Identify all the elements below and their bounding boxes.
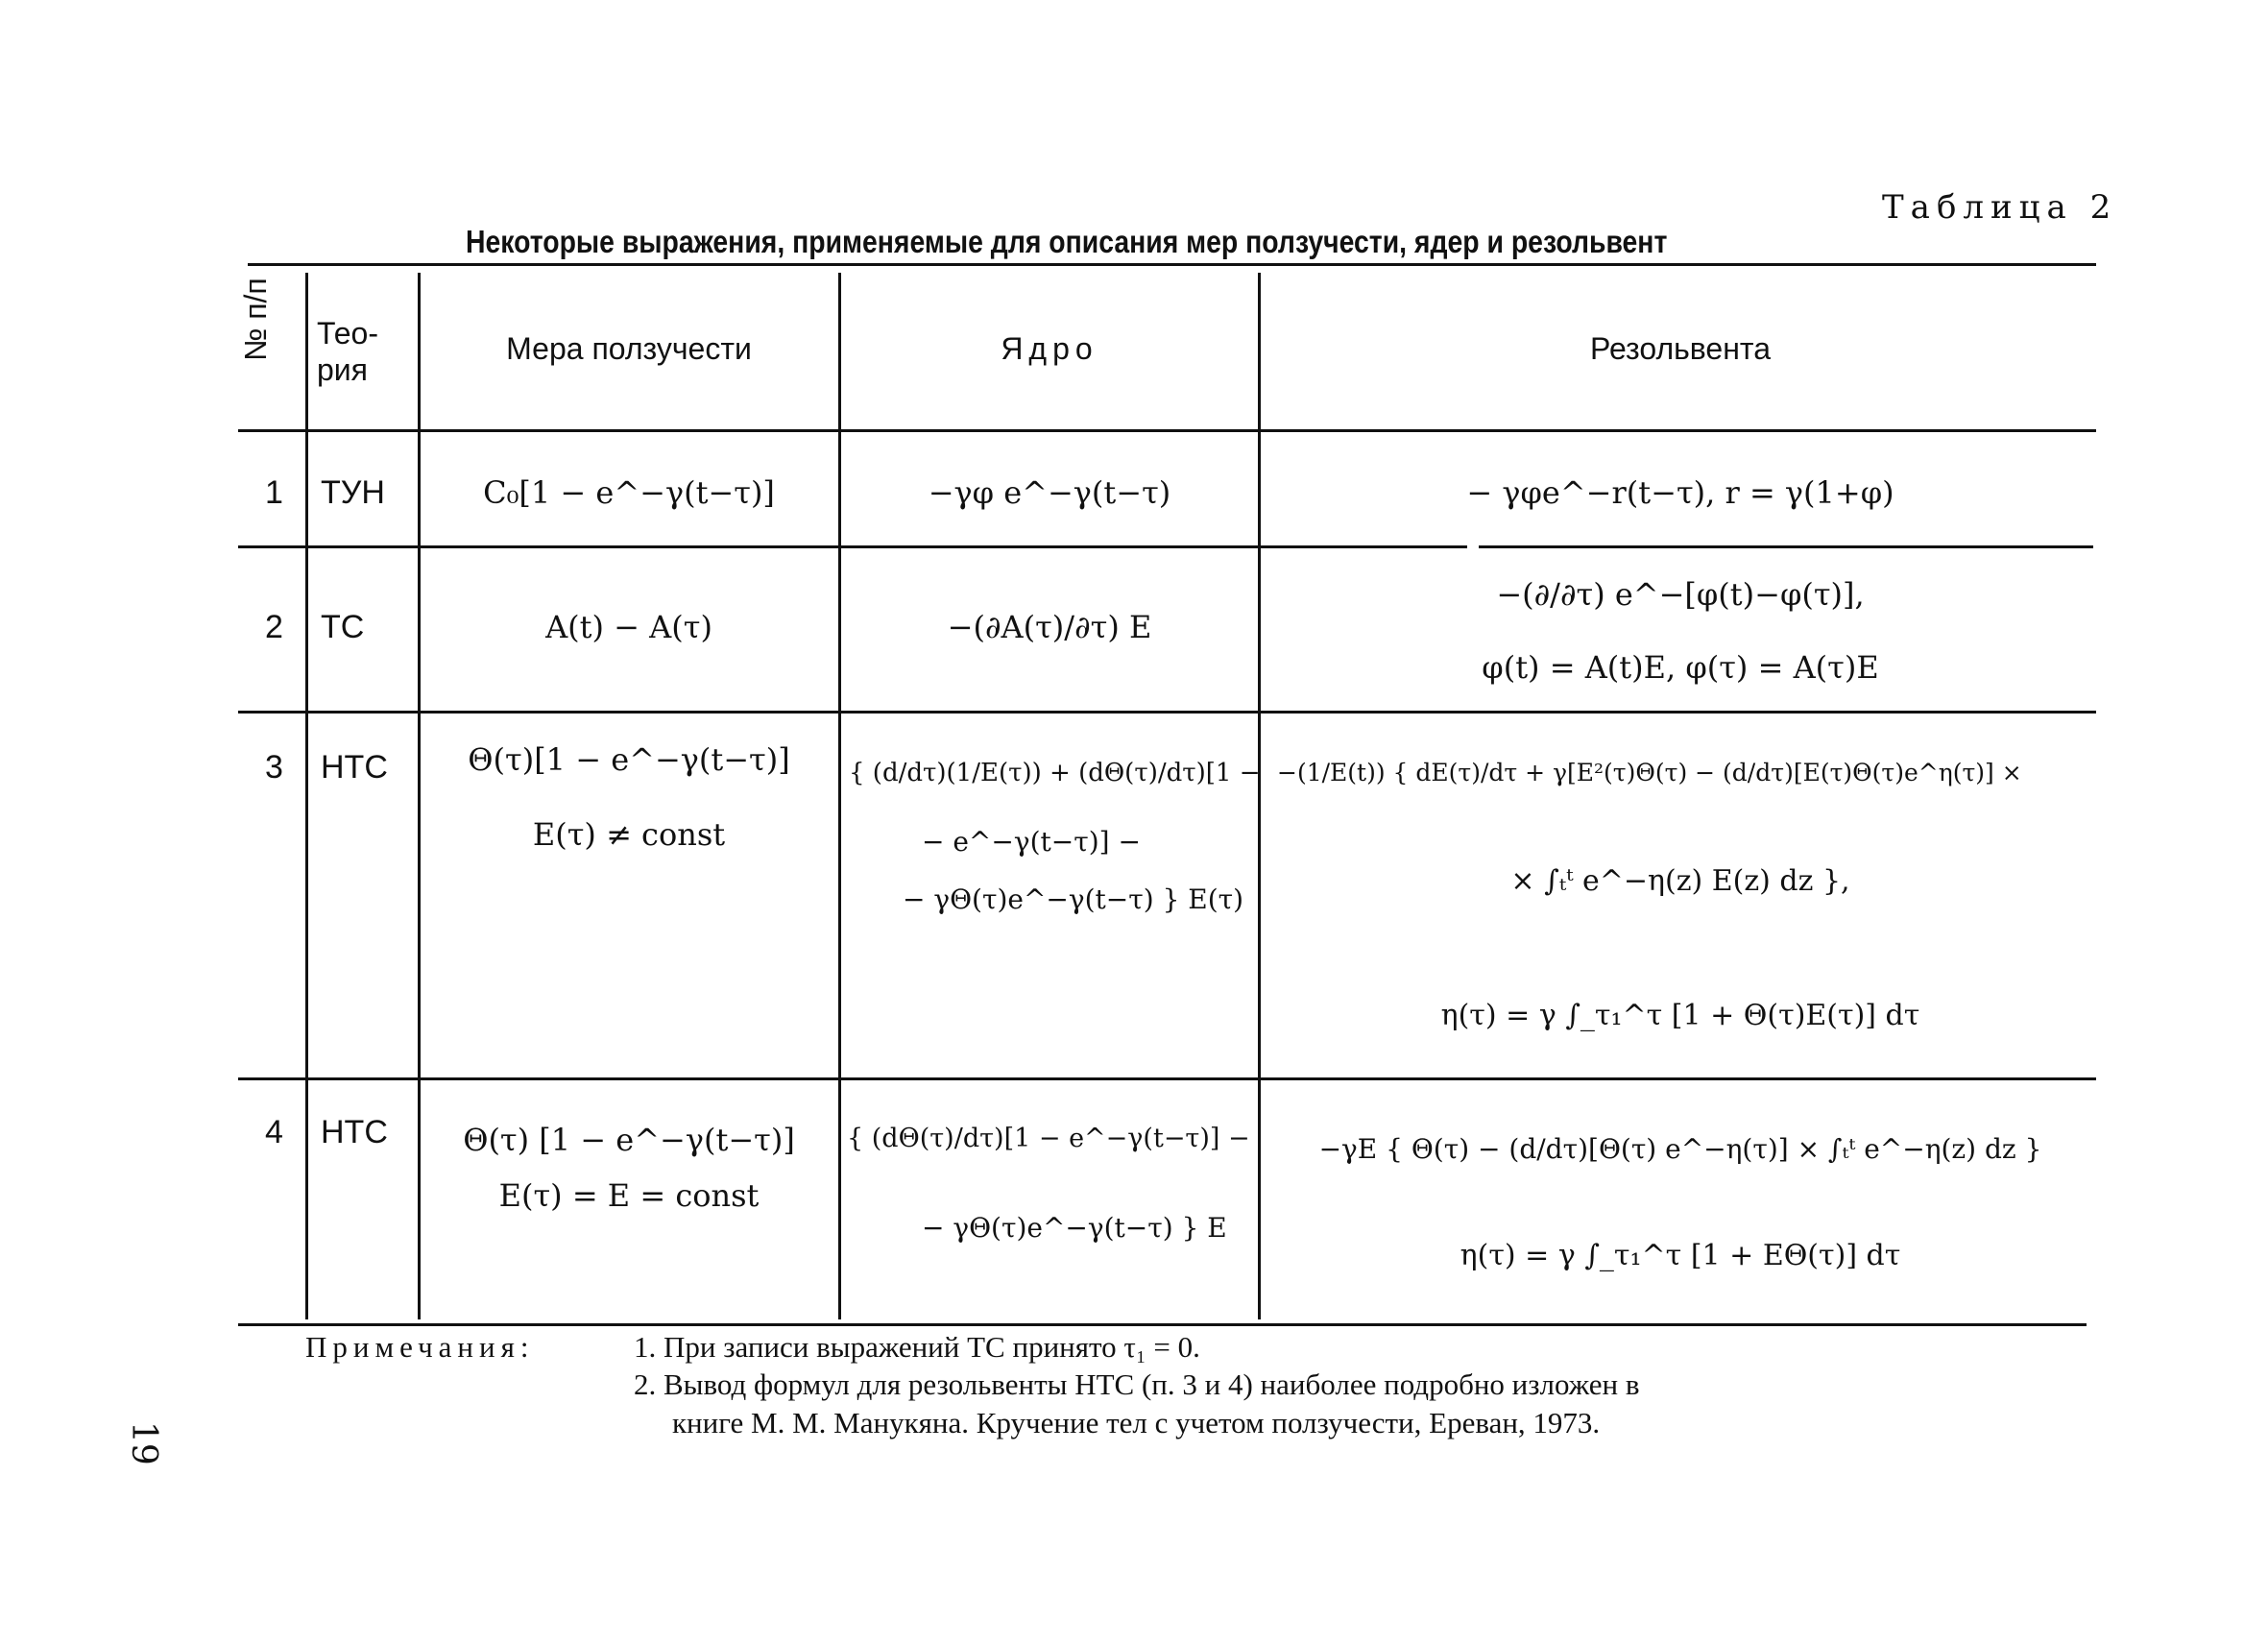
- row-rule-3: [238, 1077, 2096, 1080]
- row-2-measure: A(t) − A(τ): [545, 609, 712, 645]
- header-kernel: Ядро: [1001, 331, 1098, 366]
- note-2: 2. Вывод формул для резольвенты НТС (п. 3 и 4) наиболее подробно изложен в: [634, 1367, 1640, 1401]
- row-3-kernel-line-1: { (d/dτ)(1/E(τ)) + (dΘ(τ)/dτ)[1 −: [849, 759, 1261, 787]
- row-3-resolvent-line-3: η(τ) = γ ∫_τ₁^τ [1 + Θ(τ)E(τ)] dτ: [1440, 999, 1920, 1032]
- row-3-measure-line-2: E(τ) ≠ const: [532, 816, 726, 853]
- row-3-theory: НТС: [321, 749, 388, 786]
- row-3-kernel-line-2: − e^−γ(t−τ)] −: [922, 826, 1141, 858]
- row-2-num: 2: [265, 609, 283, 645]
- row-rule-2: [238, 711, 2096, 714]
- row-2-resolvent-line-1: −(∂/∂τ) e^−[φ(t)−φ(τ)],: [1496, 576, 1865, 613]
- row-1-theory: ТУН: [321, 474, 385, 511]
- header-measure: Мера ползучести: [506, 331, 752, 366]
- row-3-resolvent-line-2: × ∫ₜᵗ e^−η(z) E(z) dz },: [1510, 864, 1850, 898]
- row-rule-1: [238, 545, 1467, 548]
- row-rule-1b: [1479, 545, 2093, 548]
- row-1-kernel: −γφ e^−γ(t−τ): [928, 474, 1171, 511]
- page-number: 19: [124, 1421, 163, 1465]
- row-4-resolvent-line-2: η(τ) = γ ∫_τ₁^τ [1 + EΘ(τ)] dτ: [1460, 1239, 1901, 1272]
- row-2-resolvent-line-2: φ(t) = A(t)E, φ(τ) = A(τ)E: [1482, 649, 1879, 686]
- notes-label: Примечания:: [305, 1330, 535, 1364]
- col-rule-3: [838, 273, 841, 1319]
- row-4-measure-line-2: E(τ) = E = const: [498, 1177, 760, 1214]
- row-1-measure: C₀[1 − e^−γ(t−τ)]: [483, 474, 775, 511]
- row-4-kernel-line-1: { (dΘ(τ)/dτ)[1 − e^−γ(t−τ)] −: [847, 1124, 1250, 1153]
- row-4-resolvent-line-1: −γE { Θ(τ) − (d/dτ)[Θ(τ) e^−η(τ)] × ∫ₜᵗ e^−η(z) dz }: [1318, 1133, 2042, 1165]
- row-4-theory: НТС: [321, 1114, 388, 1150]
- col-rule-4: [1258, 273, 1261, 1319]
- row-3-num: 3: [265, 749, 283, 786]
- col-rule-1: [305, 273, 308, 1319]
- note-1: 1. При записи выражений ТС принято τ₁ = 0.: [634, 1330, 1200, 1364]
- header-resolvent: Резольвента: [1590, 331, 1771, 366]
- table-label: Таблица 2: [1882, 188, 2118, 227]
- top-rule: [248, 263, 2096, 266]
- row-1-num: 1: [265, 474, 283, 511]
- header-num: № п/п: [238, 278, 273, 361]
- row-1-resolvent: − γφe^−r(t−τ), r = γ(1+φ): [1466, 474, 1894, 511]
- row-3-resolvent-line-1: −(1/E(t)) { dE(τ)/dτ + γ[E²(τ)Θ(τ) − (d/dτ)[E(τ)Θ(τ)e^η(τ)] ×: [1277, 759, 2022, 786]
- header-rule: [238, 429, 2096, 432]
- row-2-kernel: −(∂A(τ)/∂τ) E: [947, 609, 1152, 645]
- bottom-rule: [238, 1323, 2087, 1326]
- row-3-measure-line-1: Θ(τ)[1 − e^−γ(t−τ)]: [468, 741, 790, 778]
- col-rule-2: [418, 273, 421, 1319]
- row-4-kernel-line-2: − γΘ(τ)e^−γ(t−τ) } E: [922, 1212, 1227, 1244]
- row-4-measure-line-1: Θ(τ) [1 − e^−γ(t−τ)]: [463, 1122, 795, 1158]
- row-2-theory: ТС: [321, 609, 365, 645]
- row-4-num: 4: [265, 1114, 283, 1150]
- table-title: Некоторые выражения, применяемые для описания мер ползучести, ядер и резольвент: [466, 224, 1668, 259]
- note-2-continued: книге М. М. Манукяна. Кручение тел с учетом ползучести, Ереван, 1973.: [672, 1406, 1601, 1439]
- row-3-kernel-line-3: − γΘ(τ)e^−γ(t−τ) } E(τ): [903, 883, 1244, 915]
- header-theory: Тео- рия: [317, 316, 378, 387]
